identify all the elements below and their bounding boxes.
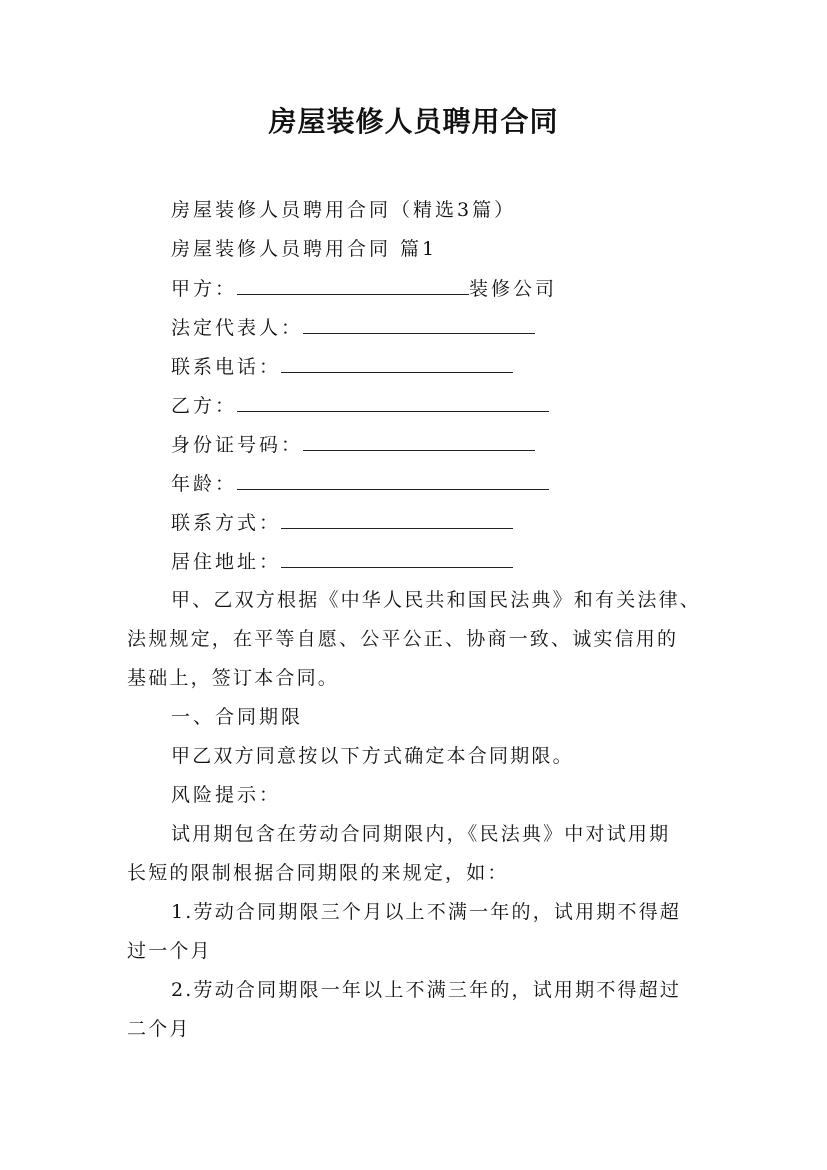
field-label: 法定代表人： [171,317,304,339]
field-contact-phone [171,352,513,381]
field-age [171,469,549,498]
intro-line: 法规规定，在平等自愿、公平公正、协商一致、诚实信用的 [127,628,679,650]
fill-blank [303,313,535,334]
field-label: 联系电话： [171,356,282,378]
fill-blank [303,430,535,451]
intro-line: 基础上，签订本合同。 [127,667,340,689]
field-label: 身份证号码： [171,434,304,456]
risk-line: 试用期包含在劳动合同期限内，《民法典》中对试用期 [171,823,671,845]
document-title: 房屋装修人员聘用合同 [268,105,559,138]
fill-blank [281,508,513,529]
field-legal-representative [171,313,535,342]
field-party-a [171,274,557,303]
risk-heading: 风险提示： [171,784,282,806]
clause-text: 甲乙双方同意按以下方式确定本合同期限。 [171,745,574,767]
field-residential-address [171,547,513,576]
field-suffix: 装修公司 [469,278,558,300]
fill-blank [237,391,549,412]
list-item-line: 过一个月 [127,940,212,962]
intro-line: 甲、乙双方根据《中华人民共和国民法典》和有关法律、 [171,589,702,611]
list-item-line: 二个月 [127,1018,191,1040]
fill-blank [281,352,513,373]
field-label: 联系方式： [171,512,282,534]
list-item-line: 1.劳动合同期限三个月以上不满一年的，试用期不得超 [171,901,682,923]
risk-line: 长短的限制根据合同期限的来规定，如： [127,862,509,884]
fill-blank [281,547,513,568]
field-label: 年龄： [171,473,238,495]
section-heading: 房屋装修人员聘用合同 篇1 [171,238,438,260]
field-label: 乙方： [171,395,238,417]
document-subtitle: 房屋装修人员聘用合同（精选3篇） [171,199,517,221]
field-label: 居住地址： [171,551,282,573]
field-party-b [171,391,549,420]
field-id-number [171,430,535,459]
list-item-line: 2.劳动合同期限一年以上不满三年的，试用期不得超过 [171,979,682,1001]
fill-blank [237,274,469,295]
field-label: 甲方： [171,278,238,300]
fill-blank [237,469,549,490]
clause-heading: 一、合同期限 [171,706,304,728]
field-contact-method [171,508,513,537]
